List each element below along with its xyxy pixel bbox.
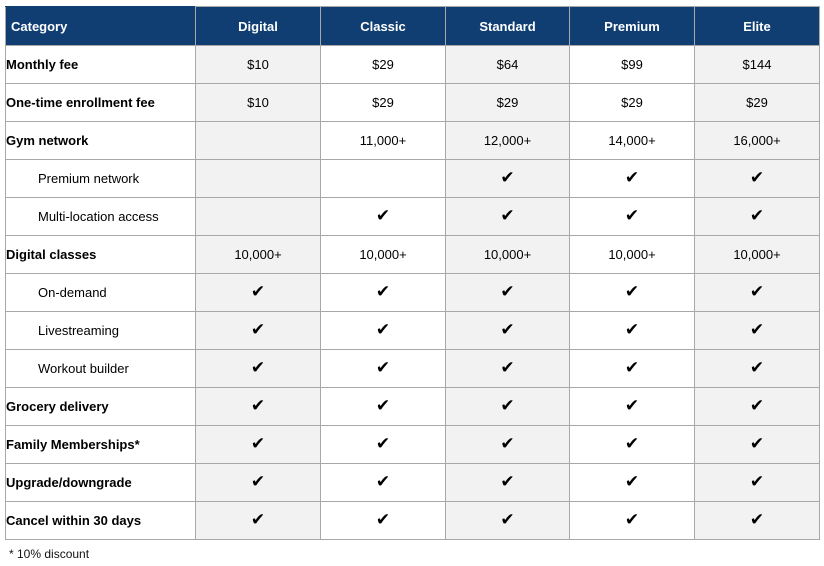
row-label: Cancel within 30 days	[6, 502, 196, 540]
row-label: One-time enrollment fee	[6, 84, 196, 122]
checkmark-icon: ✔	[500, 168, 515, 188]
table-row	[6, 426, 820, 464]
checkmark-icon: ✔	[749, 510, 765, 530]
table-cell: 10,000+	[570, 236, 695, 274]
checkmark-icon: ✔	[624, 320, 640, 340]
table-cell	[196, 198, 321, 236]
table-cell	[321, 312, 446, 350]
checkmark-icon: ✔	[250, 320, 266, 340]
table-cell	[446, 350, 570, 388]
table-cell: 12,000+	[446, 122, 570, 160]
checkmark-icon: ✔	[749, 168, 765, 188]
table-cell: $10	[196, 84, 321, 122]
table-cell	[446, 464, 570, 502]
table-cell	[446, 160, 570, 198]
table-cell	[695, 388, 820, 426]
row-label: Gym network	[6, 122, 196, 160]
checkmark-icon: ✔	[624, 168, 640, 188]
table-row	[6, 464, 820, 502]
table-row	[6, 122, 820, 160]
checkmark-icon: ✔	[624, 206, 640, 226]
table-cell: $144	[695, 46, 820, 84]
checkmark-icon: ✔	[375, 282, 391, 302]
row-label: Monthly fee	[6, 46, 196, 84]
checkmark-icon: ✔	[749, 320, 765, 340]
checkmark-icon: ✔	[250, 358, 266, 378]
table-cell: $10	[196, 46, 321, 84]
table-cell: 14,000+	[570, 122, 695, 160]
table-row	[6, 46, 820, 84]
checkmark-icon: ✔	[749, 434, 765, 454]
checkmark-icon: ✔	[624, 434, 640, 454]
table-row	[6, 350, 820, 388]
row-label: Grocery delivery	[6, 388, 196, 426]
table-cell	[695, 274, 820, 312]
checkmark-icon: ✔	[500, 358, 515, 378]
checkmark-icon: ✔	[375, 472, 391, 492]
table-cell: $64	[446, 46, 570, 84]
checkmark-icon: ✔	[375, 358, 391, 378]
checkmark-icon: ✔	[250, 396, 266, 416]
table-cell	[570, 388, 695, 426]
checkmark-icon: ✔	[624, 282, 640, 302]
table-cell	[321, 350, 446, 388]
table-cell	[695, 160, 820, 198]
table-cell: $29	[321, 84, 446, 122]
table-row	[6, 160, 820, 198]
checkmark-icon: ✔	[749, 358, 765, 378]
row-label: Digital classes	[6, 236, 196, 274]
row-label: Livestreaming	[6, 312, 196, 350]
table-cell: $29	[321, 46, 446, 84]
table-cell	[321, 198, 446, 236]
row-label: Workout builder	[6, 350, 196, 388]
table-cell: 10,000+	[321, 236, 446, 274]
checkmark-icon: ✔	[250, 472, 266, 492]
table-cell	[196, 274, 321, 312]
table-cell: $29	[570, 84, 695, 122]
table-cell	[695, 350, 820, 388]
column-header-classic: Classic	[321, 7, 446, 46]
table-cell	[321, 464, 446, 502]
table-cell: 11,000+	[321, 122, 446, 160]
table-cell	[196, 122, 321, 160]
checkmark-icon: ✔	[375, 396, 391, 416]
column-header-premium: Premium	[570, 7, 695, 46]
checkmark-icon: ✔	[375, 510, 391, 530]
checkmark-icon: ✔	[250, 282, 266, 302]
table-cell	[321, 388, 446, 426]
checkmark-icon: ✔	[500, 434, 515, 454]
row-label: Multi-location access	[6, 198, 196, 236]
checkmark-icon: ✔	[500, 396, 515, 416]
checkmark-icon: ✔	[375, 206, 391, 226]
column-header-standard: Standard	[446, 7, 570, 46]
table-cell	[196, 426, 321, 464]
table-body	[6, 46, 820, 540]
table-cell	[196, 350, 321, 388]
table-cell	[321, 502, 446, 540]
checkmark-icon: ✔	[250, 510, 266, 530]
table-cell	[321, 426, 446, 464]
checkmark-icon: ✔	[500, 472, 515, 492]
table-cell	[570, 426, 695, 464]
table-cell	[570, 464, 695, 502]
table-cell	[695, 502, 820, 540]
table-cell	[196, 502, 321, 540]
table-row	[6, 274, 820, 312]
table-cell	[196, 312, 321, 350]
table-cell	[321, 160, 446, 198]
table-row	[6, 84, 820, 122]
table-cell: $29	[446, 84, 570, 122]
table-cell	[196, 464, 321, 502]
table-cell: 10,000+	[446, 236, 570, 274]
table-row	[6, 198, 820, 236]
table-cell	[446, 198, 570, 236]
table-row	[6, 388, 820, 426]
table-cell	[695, 426, 820, 464]
checkmark-icon: ✔	[749, 206, 765, 226]
table-cell: 10,000+	[196, 236, 321, 274]
table-cell	[695, 312, 820, 350]
checkmark-icon: ✔	[500, 282, 515, 302]
table-cell	[570, 274, 695, 312]
table-cell	[196, 160, 321, 198]
table-cell	[196, 388, 321, 426]
table-cell	[695, 464, 820, 502]
table-cell	[446, 502, 570, 540]
checkmark-icon: ✔	[749, 282, 765, 302]
table-cell	[446, 312, 570, 350]
footnote: * 10% discount	[9, 547, 90, 561]
row-label: Premium network	[6, 160, 196, 198]
table-cell	[446, 274, 570, 312]
table-cell	[570, 350, 695, 388]
row-label: Family Memberships*	[6, 426, 196, 464]
plan-comparison-table	[5, 6, 820, 540]
checkmark-icon: ✔	[624, 358, 640, 378]
checkmark-icon: ✔	[624, 396, 640, 416]
table-row	[6, 236, 820, 274]
table-cell	[695, 198, 820, 236]
table-cell	[570, 502, 695, 540]
checkmark-icon: ✔	[250, 434, 266, 454]
table-cell	[570, 160, 695, 198]
table-cell	[570, 312, 695, 350]
checkmark-icon: ✔	[375, 434, 391, 454]
checkmark-icon: ✔	[749, 396, 765, 416]
table-cell: 16,000+	[695, 122, 820, 160]
table-row	[6, 502, 820, 540]
header-row	[6, 7, 820, 46]
checkmark-icon: ✔	[749, 472, 765, 492]
column-header-digital: Digital	[196, 7, 321, 46]
table-row	[6, 312, 820, 350]
column-header-category: Category	[6, 7, 196, 46]
checkmark-icon: ✔	[500, 320, 515, 340]
column-header-elite: Elite	[695, 7, 820, 46]
row-label: Upgrade/downgrade	[6, 464, 196, 502]
row-label: On-demand	[6, 274, 196, 312]
checkmark-icon: ✔	[624, 510, 640, 530]
checkmark-icon: ✔	[500, 510, 515, 530]
checkmark-icon: ✔	[375, 320, 391, 340]
table-cell: 10,000+	[695, 236, 820, 274]
table-cell: $99	[570, 46, 695, 84]
checkmark-icon: ✔	[624, 472, 640, 492]
table-cell	[446, 426, 570, 464]
table-cell	[446, 388, 570, 426]
table-cell	[321, 274, 446, 312]
table-cell: $29	[695, 84, 820, 122]
table-cell	[570, 198, 695, 236]
checkmark-icon: ✔	[500, 206, 515, 226]
